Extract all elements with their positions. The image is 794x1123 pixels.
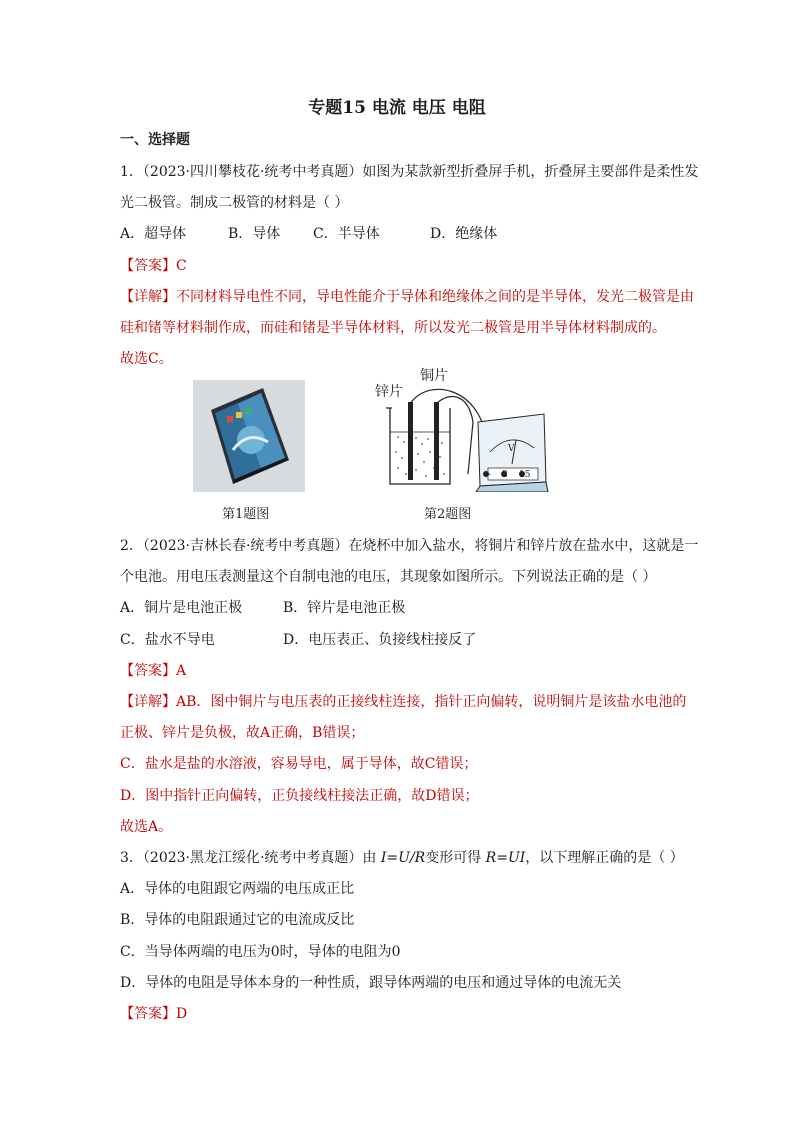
q2-option-b: B．锌片是电池正极 (283, 600, 406, 616)
formula-ohms-law: I=U/R (380, 850, 426, 866)
fig1-caption: 第1题图 (222, 507, 270, 522)
q3-option-a: A．导体的电阻跟它两端的电压成正比 (120, 881, 355, 897)
q1-detail-line1 (120, 287, 694, 307)
q2-detail-line1 (120, 692, 686, 712)
answer-label: 【答案】 (120, 663, 176, 679)
q3-answer (120, 1004, 187, 1024)
detail-label: 【详解】 (120, 289, 176, 305)
q3-stem-prefix: 3．（2023·黑龙江绥化·统考中考真题）由 (120, 850, 381, 866)
zinc-label: 锌片 (375, 384, 403, 400)
meter-v-label: V (508, 444, 515, 454)
q1-option-c: C．半导体 (313, 226, 380, 242)
meter-15-label: 15 (519, 470, 531, 480)
q3-option-d: D．导体的电阻是导体本身的一种性质，跟导体两端的电压和通过导体的电流无关 (120, 975, 622, 991)
q1-conclusion: 故选C。 (120, 351, 173, 367)
folding-phone-image (193, 380, 305, 492)
q2-stem-line2: 个电池。用电压表测量这个自制电池的电压，其现象如图所示。下列说法正确的是（ ） (120, 569, 657, 585)
q1-detail-line2: 硅和锗等材料制作成，而硅和锗是半导体材料，所以发光二极管是用半导体材料制成的。 (120, 320, 666, 336)
q1-option-a: A．超导体 (120, 226, 187, 242)
detail-text: 不同材料导电性不同，导电性能介于导体和绝缘体之间的是半导体，发光二极管是由 (176, 289, 694, 305)
answer-label: 【答案】 (120, 1006, 176, 1022)
q2-stem-line1: 2．（2023·吉林长春·统考中考真题）在烧杯中加入盐水，将铜片和锌片放在盐水中，这就是一 (120, 538, 699, 554)
q2-option-d: D．电压表正、负接线柱接反了 (283, 632, 477, 648)
formula-resistance: R=UI (485, 850, 526, 866)
q1-stem-line1: 1．（2023·四川攀枝花·统考中考真题）如图为某款新型折叠屏手机，折叠屏主要部件是柔性发 (120, 164, 699, 180)
meter-minus-label: − (484, 470, 492, 480)
answer-value: D (176, 1006, 188, 1022)
detail-text: AB．图中铜片与电压表的正接线柱连接，指针正向偏转，说明铜片是该盐水电池的 (176, 694, 687, 710)
q2-answer (120, 661, 186, 681)
page-title: 专题15 电流 电压 电阻 (308, 98, 486, 118)
q2-option-a: A．铜片是电池正极 (120, 600, 243, 616)
q2-option-c: C．盐水不导电 (120, 632, 215, 648)
q1-stem-line2: 光二极管。制成二极管的材料是（ ） (120, 195, 349, 211)
meter-3-label: 3 (502, 470, 508, 480)
answer-value: C (176, 258, 187, 274)
q3-stem-mid: 变形可得 (425, 850, 486, 866)
fig2-caption: 第2题图 (424, 507, 472, 522)
q2-detail-line2: 正极、锌片是负极，故A正确，B错误； (120, 725, 365, 741)
copper-label: 铜片 (420, 368, 448, 384)
section-heading: 一、选择题 (120, 132, 190, 148)
q3-stem (120, 848, 684, 868)
q3-option-c: C．当导体两端的电压为0时，导体的电阻为0 (120, 944, 401, 960)
answer-label: 【答案】 (120, 258, 176, 274)
q2-detail-line4: D．图中指针正向偏转，正负接线柱接法正确，故D错误； (120, 788, 479, 804)
q1-option-b: B．导体 (228, 226, 281, 242)
q3-option-b: B．导体的电阻跟通过它的电流成反比 (120, 912, 355, 928)
detail-label: 【详解】 (120, 694, 176, 710)
q1-option-d: D．绝缘体 (430, 226, 498, 242)
answer-value: A (176, 663, 187, 679)
q3-stem-suffix: ，以下理解正确的是（ ） (525, 850, 684, 866)
q2-conclusion: 故选A。 (120, 819, 173, 835)
q1-answer (120, 256, 187, 276)
q2-detail-line3: C．盐水是盐的水溶液，容易导电，属于导体，故C错误； (120, 756, 478, 772)
